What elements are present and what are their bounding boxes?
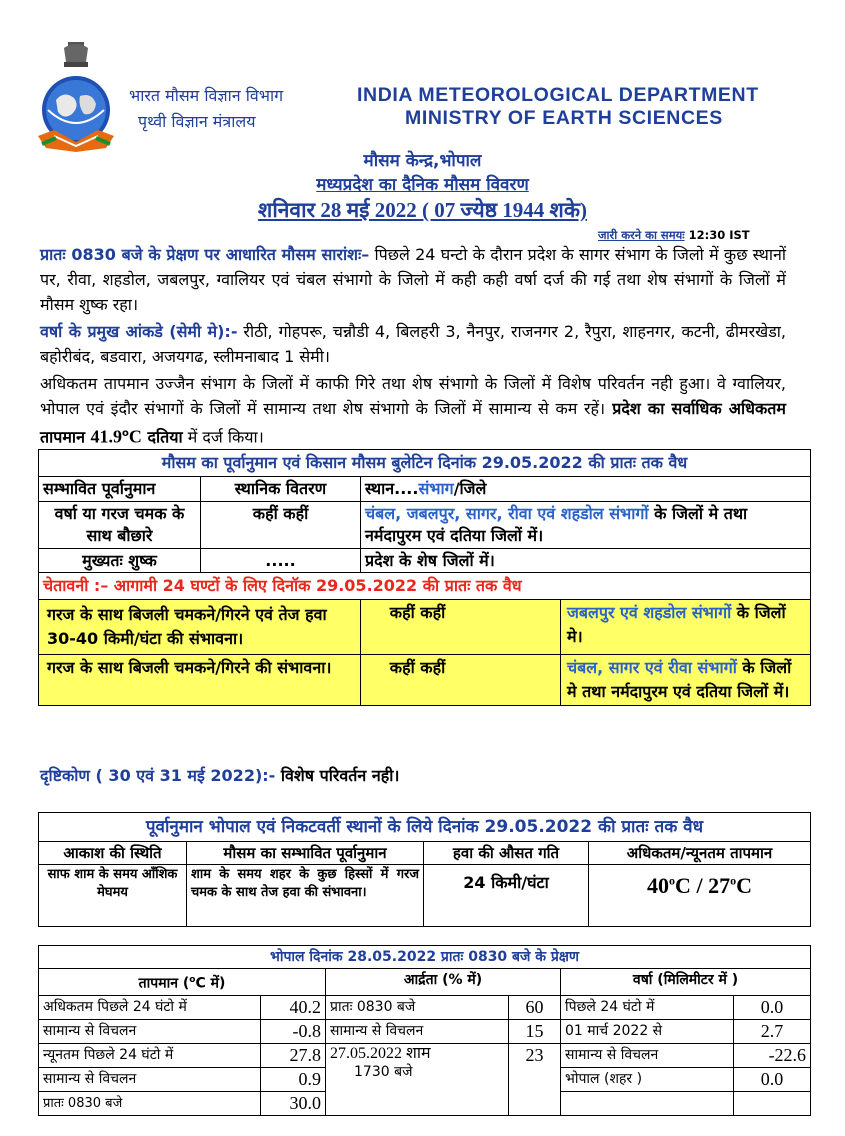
weather-summary: [40, 242, 786, 317]
warning-row-text: गरज के साथ बिजली चमकने/गिरने की संभावना।: [39, 655, 361, 706]
temp-row-value: -0.8: [261, 1019, 326, 1043]
temp-row-label: न्यूनतम पिछले 24 घंटो में: [39, 1043, 261, 1067]
forecast-row-place: [361, 549, 811, 573]
max-temp-place: दतिया: [141, 427, 183, 447]
english-ministry-name: MINISTRY OF EARTH SCIENCES: [405, 107, 723, 129]
humidity-header: आर्द्रता (% में): [326, 969, 561, 996]
rain-header: वर्षा (मिलिमीटर में ): [561, 969, 811, 996]
rainfall-data: [40, 319, 786, 369]
bulletin-date: शनिवार 28 मई 2022 ( 07 ज्येष्ठ 1944 शके): [258, 198, 587, 222]
temp-row-label: अधिकतम पिछले 24 घंटो में: [39, 995, 261, 1019]
warning-heading: चेतावनी :– आगामी 24 घण्टों के लिए दिनॉक 29.05.2022 की प्रातः तक वैध: [39, 573, 811, 600]
temp-header: तापमान ($^o$C में): [39, 969, 326, 996]
max-min-temp: 40$^o$C / 27$^o$C: [589, 865, 811, 927]
forecast-row-type: मुख्यतः शुष्क: [39, 549, 201, 573]
forecast-table: [38, 449, 811, 706]
rain-empty-cell: [561, 1091, 734, 1115]
hindi-department-name: भारत मौसम विज्ञान विभाग: [129, 86, 284, 105]
temp-row-value: 0.9: [261, 1067, 326, 1091]
forecast-row-place-blue: चंबल, जबलपुर, सागर, रीवा एवं शहडोल संभागों: [365, 504, 649, 523]
humidity-evening-date: 27.05.2022 शाम: [330, 1044, 431, 1062]
rain-row-label: पिछले 24 घंटो में: [561, 995, 734, 1019]
temperature-text: अधिकतम तापमान उज्जैन संभाग के जिलों में काफी गिरे तथा शेष संभागो के जिलों में विशेष परिवर्तन नही हुआ। वे ग्वालियर, भोपाल एवं इंदौर संभागों के जिलों में सामान्य तथा शेष संभागो के जिलों में सामान्य से कम रहें।: [40, 374, 786, 418]
col-place-mid: संभाग: [418, 479, 454, 498]
sky-condition: साफ शाम के समय आँशिक मेघमय: [39, 865, 187, 927]
col-sky-header: आकाश की स्थिति: [39, 842, 187, 865]
rain-row-value: 0.0: [734, 995, 811, 1019]
outlook-label: दृष्टिकोण ( 30 एवं 31 मई 2022):-: [40, 766, 276, 785]
wind-speed: 24 किमी/घंटा: [424, 865, 589, 927]
forecast-row-place-black: प्रदेश के शेष जिलों में।: [365, 551, 495, 570]
temperature-summary: अधिकतम तापमान उज्जैन संभाग के जिलों में काफी गिरे तथा शेष संभागो के जिलों में विशेष परिवर्तन नही हुआ। वे ग्वालियर, भोपाल एवं इंदौर संभागों के जिलों में सामान्य तथा शेष संभागो के जिलों में सामान्य से कम रहें। प्रदेश का सर्वाधिक अधिकतम तापमान 41.9$^o$C दतिया में दर्ज किया।: [40, 374, 786, 447]
warning-row-place-blue: जबलपुर एवं शहडोल संभागों: [567, 603, 732, 622]
warning-row-distribution: कहीं कहीं: [361, 655, 561, 706]
temp-row-value: 27.8: [261, 1043, 326, 1067]
forecast-temp-separator: /: [696, 873, 703, 898]
humidity-evening-time: 1730 बजे: [354, 1063, 413, 1080]
outlook-text: विशेष परिवर्तन नही।: [275, 766, 400, 785]
col-distribution-header: स्थानिक वितरण: [201, 477, 361, 502]
forecast-min-temp: 27: [708, 873, 731, 898]
col-forecast-header: सम्भावित पूर्वानुमान: [39, 477, 201, 502]
warning-row-place-blue: चंबल, सागर एवं रीवा संभागों: [567, 658, 737, 677]
temp-row-label: सामान्य से विचलन: [39, 1019, 261, 1043]
rain-row-label: भोपाल (शहर ): [561, 1067, 734, 1091]
forecast-table-title: मौसम का पूर्वानुमान एवं किसान मौसम बुलेटिन दिनांक 29.05.2022 की प्रातः तक वैध: [161, 453, 688, 472]
forecast-row-distribution: कहीं कहीं: [201, 502, 361, 549]
warning-row-place-black: के जिलों मे।: [567, 603, 786, 646]
col-place-header: [361, 477, 811, 502]
issue-time-label: जारी करने का समयः: [598, 228, 685, 242]
forecast-row-type: वर्षा या गरज चमक के साथ बौछारे: [39, 502, 201, 549]
temp-header-text: तापमान (: [138, 975, 190, 992]
max-temp-value: 41.9: [90, 426, 123, 447]
issue-time: [598, 228, 750, 243]
observations-table: [38, 945, 811, 1116]
temp-row-value: 40.2: [261, 995, 326, 1019]
humidity-row-value: 15: [509, 1019, 561, 1043]
forecast-temp-unit: C: [675, 873, 691, 898]
rain-row-value: -22.6: [734, 1043, 811, 1067]
rain-empty-cell: [734, 1091, 811, 1115]
max-temp-end: में दर्ज किया।: [182, 427, 264, 447]
warning-row-place: [561, 600, 811, 655]
forecast-temp-unit: C: [736, 873, 752, 898]
page-title: मध्यप्रदेश का दैनिक मौसम विवरण: [316, 175, 529, 195]
issue-time-value: 12:30 IST: [688, 228, 750, 242]
col-wind-header: हवा की औसत गति: [424, 842, 589, 865]
centre-name: मौसम केन्द्र,भोपाल: [363, 151, 482, 171]
rain-row-value: 0.0: [734, 1067, 811, 1091]
rain-row-label: सामान्य से विचलन: [561, 1043, 734, 1067]
col-temp-header: अधिकतम/न्यूनतम तापमान: [589, 842, 811, 865]
bhopal-forecast-table: [38, 812, 811, 927]
temp-row-label: प्रातः 0830 बजे: [39, 1091, 261, 1115]
rainfall-text: रीठी, गोहपरू, चन्नौडी 4, बिलहरी 3, नैनपुर, राजनगर 2, रैपुरा, शाहनगर, कटनी, ढीमरखेडा, बहोरीबंद, बडवारा, अजयगढ, स्लीमनाबाद 1 सेमी।: [40, 322, 787, 366]
max-temp-text: प्रदेश का सर्वाधिक अधिकतम तापमान: [40, 399, 786, 447]
bhopal-forecast-title: पूर्वानुमान भोपाल एवं निकटवर्ती स्थानों के लिये दिनांक 29.05.2022 की प्रातः तक वैध: [39, 813, 811, 842]
humidity-evening-label: [326, 1043, 509, 1115]
forecast-row-place: [361, 502, 811, 549]
warning-row-text: गरज के साथ बिजली चमकने/गिरने एवं तेज हवा 30-40 किमी/घंटा की संभावना।: [39, 600, 361, 655]
rain-row-value: 2.7: [734, 1019, 811, 1043]
forecast-max-temp: 40: [647, 873, 670, 898]
weather-forecast: शाम के समय शहर के कुछ हिस्सों में गरज चमक के साथ तेज हवा की संभावना।: [187, 865, 424, 927]
humidity-row-value: 60: [509, 995, 561, 1019]
humidity-row-label: प्रातः 0830 बजे: [326, 995, 509, 1019]
col-weather-header: मौसम का सम्भावित पूर्वानुमान: [187, 842, 424, 865]
humidity-row-label: सामान्य से विचलन: [326, 1019, 509, 1043]
summary-text: पिछले 24 घन्टो के दौरान प्रदेश के सागर संभाग के जिलो में कुछ स्थानों पर, रीवा, शहडोल, जबलपुर, ग्वालियर एवं चंबल संभागो के जिलो में कही कही वर्षा दर्ज की गई तथा शेष संभागों के जिलों में मौसम शुष्क रहा।: [40, 245, 786, 314]
forecast-row-place-black: के जिलों मे तथा नर्मदापुरम एवं दतिया जिलों में।: [365, 504, 748, 545]
warning-row-place-black: के जिलों मे तथा नर्मदापुरम एवं दतिया जिलों में।: [567, 658, 792, 701]
warning-row-distribution: कहीं कहीं: [361, 600, 561, 655]
max-temp-unit: C: [128, 426, 142, 447]
imd-emblem-logo: [34, 40, 118, 156]
col-place-suffix: /जिले: [453, 479, 487, 498]
observations-title: भोपाल दिनांक 28.05.2022 प्रातः 0830 बजे के प्रेक्षण: [39, 946, 811, 969]
forecast-row-distribution: .....: [201, 549, 361, 573]
hindi-ministry-name: पृथ्वी विज्ञान मंत्रालय: [138, 112, 256, 131]
warning-row-place: [561, 655, 811, 706]
temp-row-value: 30.0: [261, 1091, 326, 1115]
humidity-evening-value: 23: [509, 1043, 561, 1115]
outlook: [40, 764, 399, 786]
col-place-prefix: स्थान....: [365, 479, 419, 498]
temp-header-unit: C में): [195, 975, 226, 992]
rainfall-heading: वर्षा के प्रमुख आंकडे (सेमी मे):-: [40, 322, 238, 341]
temp-row-label: सामान्य से विचलन: [39, 1067, 261, 1091]
rain-row-label: 01 मार्च 2022 से: [561, 1019, 734, 1043]
english-department-name: INDIA METEOROLOGICAL DEPARTMENT: [357, 84, 759, 106]
summary-heading: प्रातः 0830 बजे के प्रेक्षण पर आधारित मौसम सारांशः–: [40, 245, 370, 264]
